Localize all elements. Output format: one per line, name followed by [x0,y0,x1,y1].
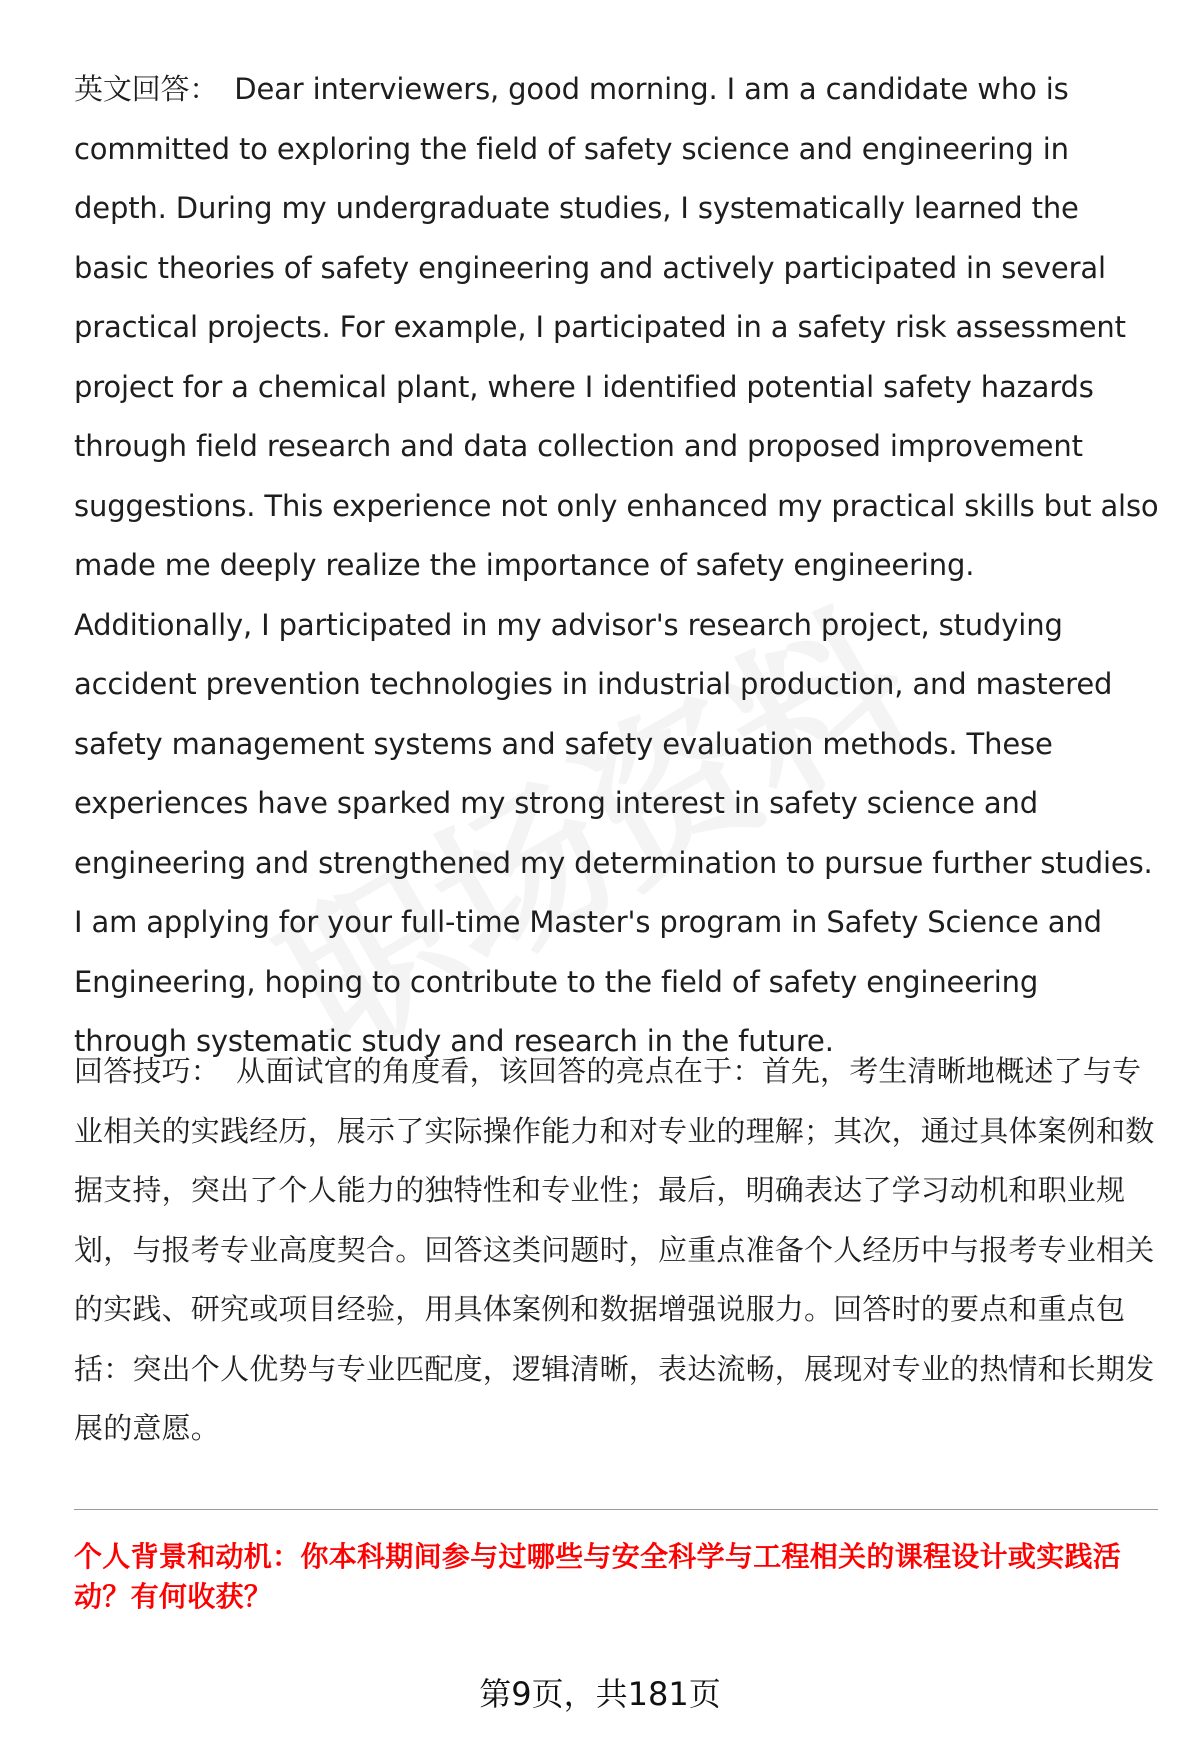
answer-tips-label: 回答技巧： [74,1054,221,1088]
next-question-heading: 个人背景和动机：你本科期间参与过哪些与安全科学与工程相关的课程设计或实践活动？有何收获？ [74,1540,1122,1613]
answer-tips-paragraph [74,1042,1159,1459]
english-answer-label: 英文回答： [74,72,219,106]
english-answer-text: Dear interviewers, good morning. I am a candidate who is committed to exploring the field of safety science and engineering in depth. During my undergraduate studies, I systematically learned the basic theories of safety engineering and actively participated in several practical projects. For example, I participated in a safety risk assessment project for a chemical plant, where I identified potential safety hazards through field research and data collection and proposed improvement suggestions. This experience not only enhanced my practical skills but also made me deeply realize the importance of safety engineering. Additionally, I participated in my advisor's research project, studying accident prevention technologies in industrial production, and mastered safety management systems and safety evaluation methods. These experiences have sparked my strong interest in safety science and engineering and strengthened my determination to pursue further studies. I am applying for your full-time Master's program in Safety Science and Engineering, hoping to contribute to the field of safety engineering through systematic study and research in the future. [74,72,1159,1058]
page-indicator: 第9页，共181页 [479,1675,721,1713]
section-divider [74,1509,1158,1510]
english-answer-paragraph [74,60,1159,1072]
answer-tips-text: 从面试官的角度看，该回答的亮点在于：首先，考生清晰地概述了与专业相关的实践经历，展示了实际操作能力和对专业的理解；其次，通过具体案例和数据支持，突出了个人能力的独特性和专业性；最后，明确表达了学习动机和职业规划，与报考专业高度契合。回答这类问题时，应重点准备个人经历中与报考专业相关的实践、研究或项目经验，用具体案例和数据增强说服力。回答时的要点和重点包括：突出个人优势与专业匹配度，逻辑清晰，表达流畅，展现对专业的热情和长期发展的意愿。 [74,1054,1155,1445]
